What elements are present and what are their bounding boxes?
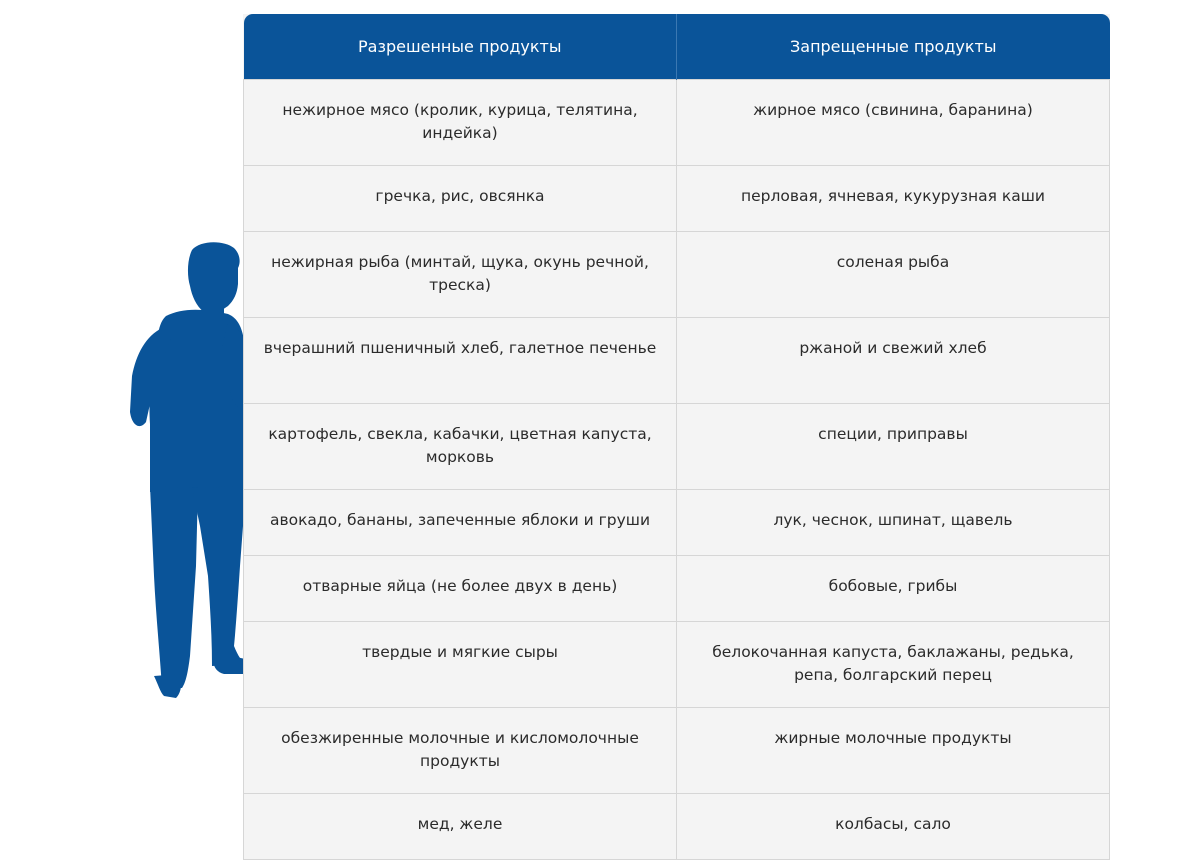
forbidden-product-cell: соленая рыба xyxy=(677,232,1110,318)
table-row xyxy=(244,622,1110,708)
table-row xyxy=(244,794,1110,860)
header-forbidden-products: Запрещенные продукты xyxy=(677,14,1110,80)
table-body xyxy=(244,80,1110,860)
forbidden-product-cell: колбасы, сало xyxy=(677,794,1110,860)
allowed-product-cell: отварные яйца (не более двух в день) xyxy=(244,556,677,622)
diet-table xyxy=(243,14,1110,860)
table-row xyxy=(244,556,1110,622)
allowed-product-cell: нежирная рыба (минтай, щука, окунь речной, треска) xyxy=(244,232,677,318)
allowed-product-cell: вчерашний пшеничный хлеб, галетное печенье xyxy=(244,318,677,404)
forbidden-product-cell: жирное мясо (свинина, баранина) xyxy=(677,80,1110,166)
allowed-product-cell: авокадо, бананы, запеченные яблоки и груши xyxy=(244,490,677,556)
header-allowed-products: Разрешенные продукты xyxy=(244,14,677,80)
table-row xyxy=(244,80,1110,166)
table-row xyxy=(244,232,1110,318)
table-row xyxy=(244,318,1110,404)
forbidden-product-cell: лук, чеснок, шпинат, щавель xyxy=(677,490,1110,556)
table-row xyxy=(244,490,1110,556)
forbidden-product-cell: жирные молочные продукты xyxy=(677,708,1110,794)
table-row xyxy=(244,708,1110,794)
allowed-product-cell: твердые и мягкие сыры xyxy=(244,622,677,708)
forbidden-product-cell: бобовые, грибы xyxy=(677,556,1110,622)
allowed-product-cell: гречка, рис, овсянка xyxy=(244,166,677,232)
table-row xyxy=(244,404,1110,490)
allowed-product-cell: мед, желе xyxy=(244,794,677,860)
diet-table-container xyxy=(243,14,1110,860)
table-header-row xyxy=(244,14,1110,80)
forbidden-product-cell: специи, приправы xyxy=(677,404,1110,490)
allowed-product-cell: обезжиренные молочные и кисломолочные продукты xyxy=(244,708,677,794)
forbidden-product-cell: перловая, ячневая, кукурузная каши xyxy=(677,166,1110,232)
table-row xyxy=(244,166,1110,232)
allowed-product-cell: нежирное мясо (кролик, курица, телятина, индейка) xyxy=(244,80,677,166)
allowed-product-cell: картофель, свекла, кабачки, цветная капуста, морковь xyxy=(244,404,677,490)
forbidden-product-cell: белокочанная капуста, баклажаны, редька, репа, болгарский перец xyxy=(677,622,1110,708)
forbidden-product-cell: ржаной и свежий хлеб xyxy=(677,318,1110,404)
